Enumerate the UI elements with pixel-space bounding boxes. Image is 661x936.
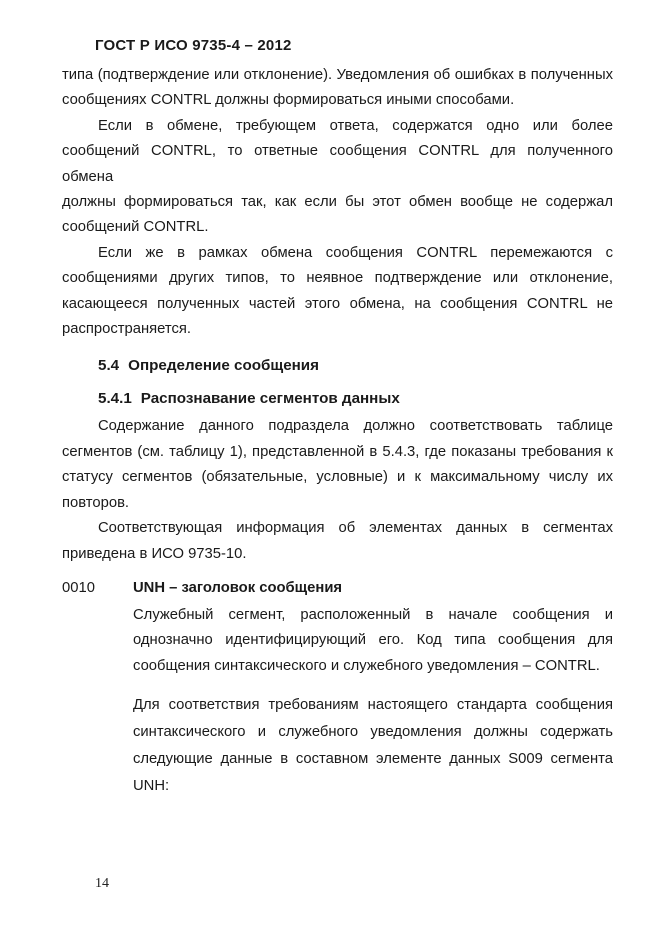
text-line: сообщений CONTRL. bbox=[62, 219, 209, 236]
text-line: однозначно идентифицирующий его. Код типа сообщения для bbox=[133, 632, 613, 649]
segment-item-0010 bbox=[62, 576, 613, 800]
text-line: UNH: bbox=[133, 778, 170, 795]
text-line: должны формироваться так, как если бы этот обмен вообще не содержал bbox=[62, 194, 613, 211]
text-line: Соответствующая информация об элементах данных в сегментах bbox=[98, 520, 613, 537]
heading-5-4-message-definition bbox=[98, 355, 613, 377]
text-line: приведена в ИСО 9735-10. bbox=[62, 545, 247, 562]
paragraph-unh-description bbox=[133, 603, 613, 679]
segment-item-body bbox=[133, 576, 613, 800]
text-line: Содержание данного подраздела должно соответствовать таблице bbox=[98, 418, 613, 435]
text-line: Если в обмене, требующем ответа, содержатся одно или более bbox=[98, 117, 613, 134]
heading-5-4-1-segment-recognition bbox=[98, 388, 613, 410]
segment-title-unh: UNH – заголовок сообщения bbox=[133, 579, 343, 596]
paragraph-data-elements-reference bbox=[62, 516, 613, 567]
paragraph-interleaved-messages bbox=[62, 241, 613, 343]
text-line: синтаксического и служебного уведомления должны содержать bbox=[133, 724, 613, 741]
text-line: сообщениями других типов, то неявное подтверждение или отклонение, bbox=[62, 270, 613, 287]
paragraph-segment-table bbox=[62, 414, 613, 516]
paragraph-exchange-response bbox=[62, 114, 613, 241]
text-line: Если же в рамках обмена сообщения CONTRL перемежаются с bbox=[98, 244, 613, 261]
text-line: типа (подтверждение или отклонение). Уведомления об ошибках в полученных bbox=[62, 67, 613, 83]
heading-title: Определение сообщения bbox=[128, 357, 320, 375]
paragraph-contrl-error-notices bbox=[62, 63, 613, 114]
text-line: Для соответствия требованиям настоящего стандарта сообщения bbox=[133, 697, 613, 714]
page-number: 14 bbox=[95, 876, 109, 891]
text-line: сообщения синтаксического и служебного уведомления – CONTRL. bbox=[133, 657, 600, 674]
document-header: ГОСТ Р ИСО 9735-4 – 2012 bbox=[95, 37, 292, 54]
text-line: распространяется. bbox=[62, 321, 192, 338]
text-line: сообщений CONTRL, то ответные сообщения CONTRL для полученного обмена bbox=[62, 143, 613, 185]
paragraph-unh-requirements bbox=[133, 692, 613, 800]
text-line: сегментов (см. таблицу 1), представленной в 5.4.3, где показаны требования к bbox=[62, 443, 613, 460]
heading-title: Распознавание сегментов данных bbox=[140, 390, 400, 408]
text-line: сообщениях CONTRL должны формироваться иными способами. bbox=[62, 92, 515, 109]
heading-number: 5.4.1 bbox=[98, 390, 132, 408]
text-line: статусу сегментов (обязательные, условные) и к максимальному числу их bbox=[62, 469, 613, 486]
segment-position-number: 0010 bbox=[62, 579, 95, 596]
text-line: Служебный сегмент, расположенный в начале сообщения и bbox=[133, 606, 613, 623]
heading-number: 5.4 bbox=[98, 357, 120, 375]
text-line: касающееся полученных частей этого обмена, на сообщения CONTRL не bbox=[62, 295, 613, 312]
text-line: следующие данные в составном элементе данных S009 сегмента bbox=[133, 751, 613, 768]
text-line: повторов. bbox=[62, 494, 130, 511]
